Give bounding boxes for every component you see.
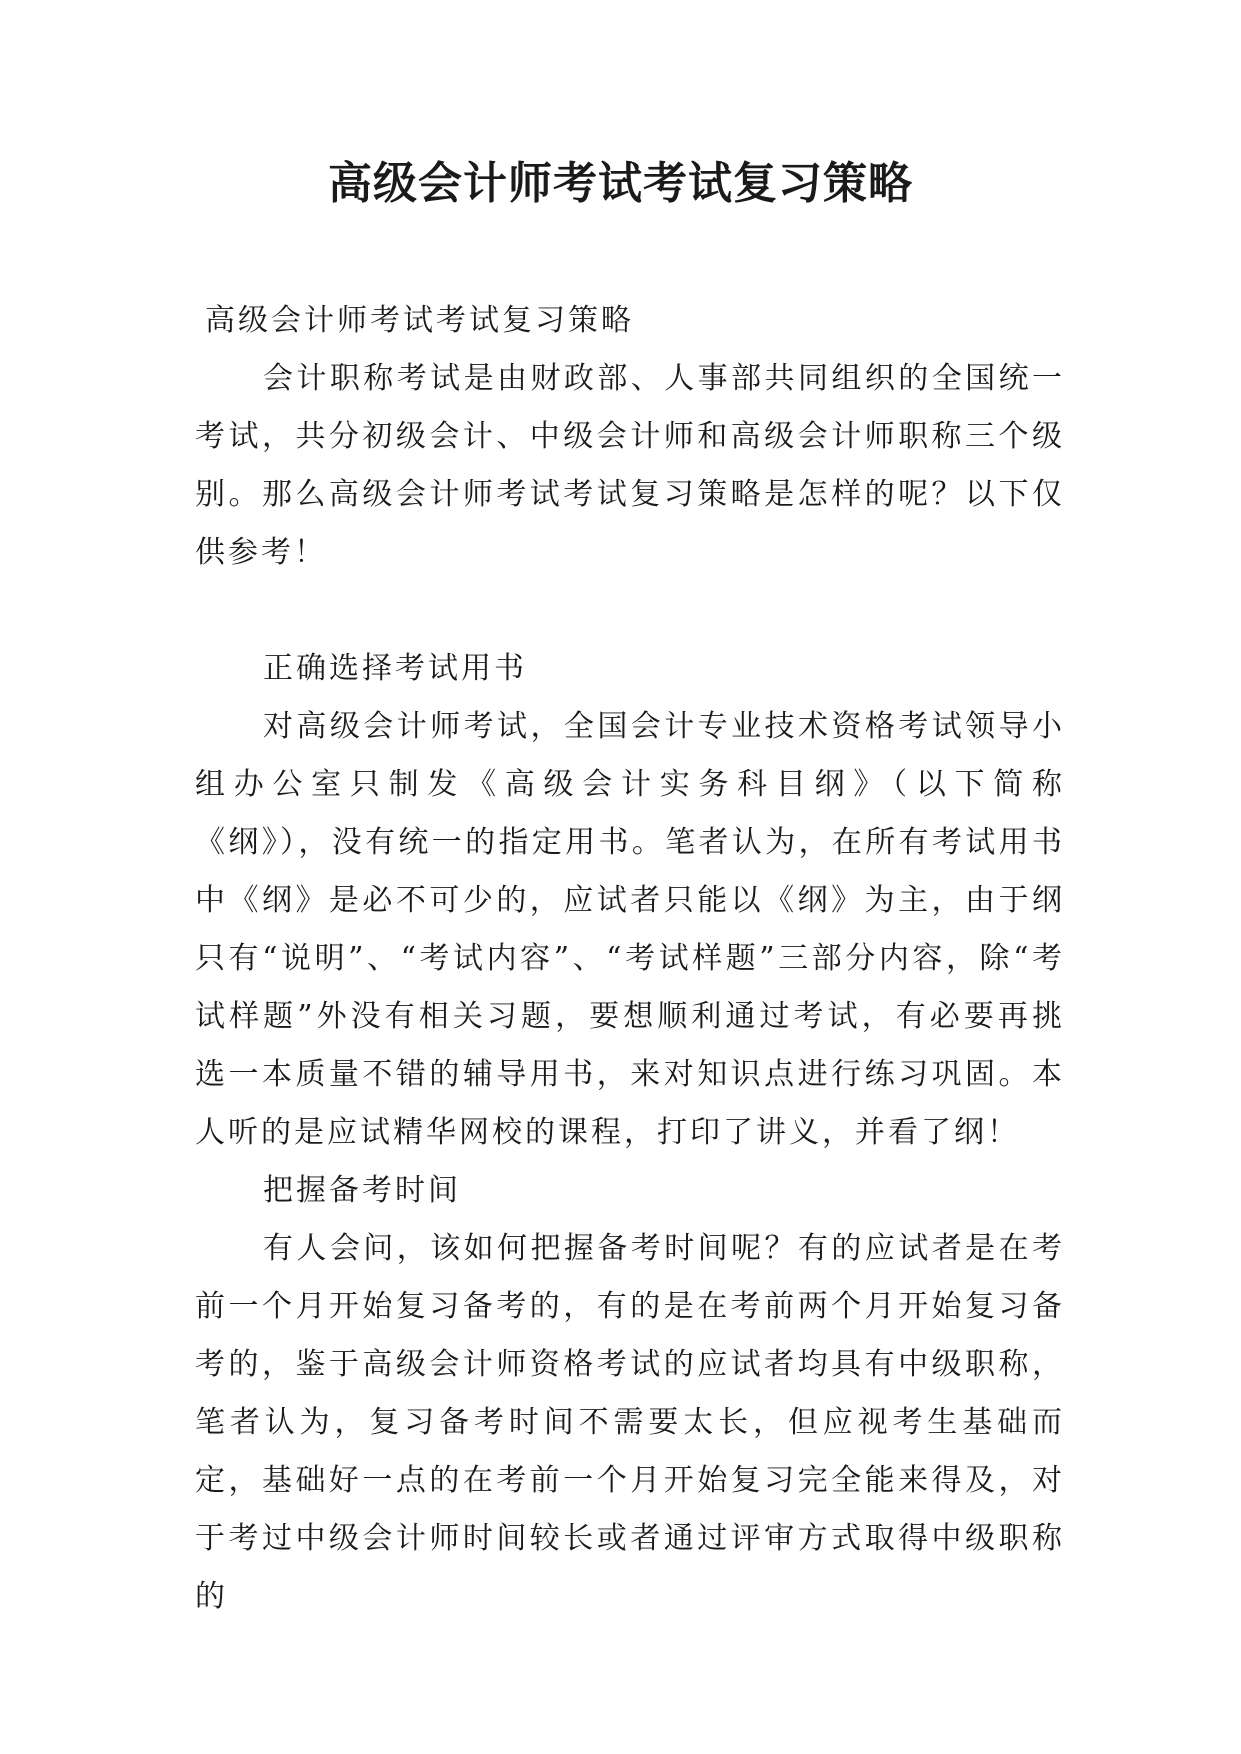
section-heading-time: 把握备考时间 [263,1173,461,1208]
intro-paragraph: 会计职称考试是由财政部、人事部共同组织的全国统一考试，共分初级会计、中级会计师和高级会计师职称三个级别。那么高级会计师考试考试复习策略是怎样的呢？以下仅供参考！ [195,361,1065,570]
section-paragraph-textbook: 对高级会计师考试，全国会计专业技术资格考试领导小组办公室只制发《高级会计实务科目纲》（以下简称《纲》），没有统一的指定用书。笔者认为，在所有考试用书中《纲》是必不可少的，应试者只能以《纲》为主，由于纲只有“说明”、“考试内容”、“考试样题”三部分内容，除“考试样题”外没有相关习题，要想顺利通过考试，有必要再挑选一本质量不错的辅导用书，来对知识点进行练习巩固。本人听的是应试精华网校的课程，打印了讲义，并看了纲！ [195,709,1065,1150]
document-body [195,292,1065,1626]
paragraph-spacer [195,582,1065,640]
section-paragraph-time: 有人会问，该如何把握备考时间呢？有的应试者是在考前一个月开始复习备考的，有的是在考前两个月开始复习备考的，鉴于高级会计师资格考试的应试者均具有中级职称，笔者认为，复习备考时间不需要太长，但应视考生基础而定，基础好一点的在考前一个月开始复习完全能来得及，对于考过中级会计师时间较长或者通过评审方式取得中级职称的 [195,1231,1065,1614]
section-heading-textbook: 正确选择考试用书 [263,651,527,686]
document-subtitle: 高级会计师考试考试复习策略 [205,303,634,338]
document-title: 高级会计师考试考试复习策略 [328,158,913,209]
